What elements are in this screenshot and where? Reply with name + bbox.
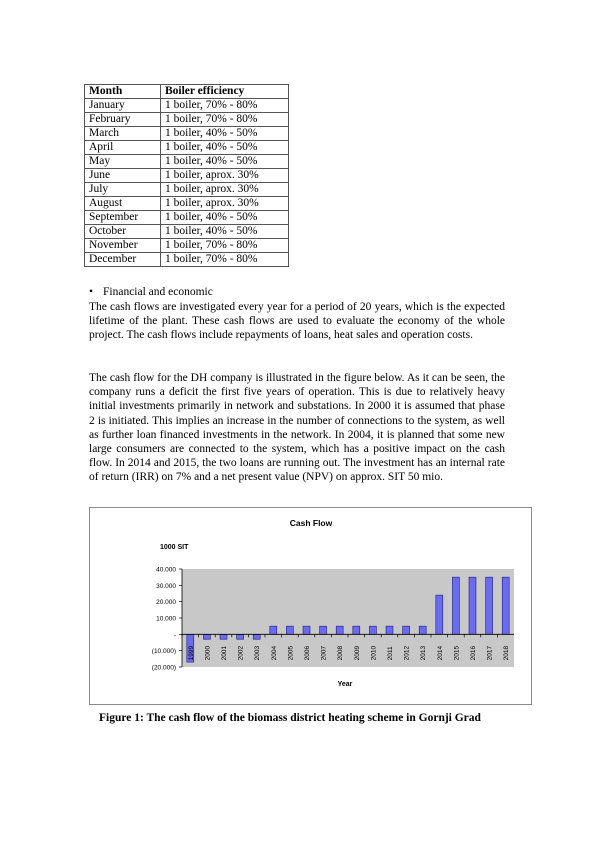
table-row bbox=[85, 141, 289, 155]
table-header-efficiency: Boiler efficiency bbox=[161, 85, 289, 99]
chart-bar-2008 bbox=[336, 626, 343, 634]
table-row bbox=[85, 239, 289, 253]
chart-x-tick-label: 2014 bbox=[436, 645, 444, 661]
paragraph-dh-company: The cash flow for the DH company is illustrated in the figure below. As it can be seen, the company runs a deficit the first five years of operation. This is due to relatively heavy initial investments primarily in network and substations. In 2000 it is assumed that phase 2 is initiated. This implies an increase in the number of connections to the system, as well as further loan financed investments in the network. In 2004, it is planned that some new large consumers are connected to the system, which has a positive impact on the cash flow. In 2014 and 2015, the two loans are running out. The investment has an internal rate of return (IRR) on 7% and a net present value (NPV) on approx. SIT 50 mio. bbox=[89, 372, 505, 484]
section-heading bbox=[89, 286, 213, 298]
chart-y-tick-label: 40.000 bbox=[156, 566, 176, 574]
cash-flow-chart bbox=[89, 507, 532, 705]
boiler-efficiency-table bbox=[84, 84, 289, 267]
figure-caption: Figure 1: The cash flow of the biomass district heating scheme in Gornji Grad bbox=[99, 712, 481, 724]
table-cell-efficiency: 1 boiler, 70% - 80% bbox=[161, 113, 289, 127]
chart-x-axis-label: Year bbox=[337, 681, 353, 688]
chart-bar-2018 bbox=[502, 577, 509, 634]
chart-x-tick-label: 2005 bbox=[287, 645, 295, 661]
chart-bar-2001 bbox=[220, 634, 227, 639]
chart-x-tick-label: 2015 bbox=[453, 645, 461, 661]
cash-flow-chart-svg bbox=[90, 508, 531, 704]
table-cell-efficiency: 1 boiler, aprox. 30% bbox=[161, 197, 289, 211]
chart-x-tick-label: 2000 bbox=[204, 645, 212, 661]
table-cell-efficiency: 1 boiler, 40% - 50% bbox=[161, 225, 289, 239]
table-cell-efficiency: 1 boiler, 70% - 80% bbox=[161, 99, 289, 113]
chart-bar-2003 bbox=[253, 634, 260, 639]
table-cell-efficiency: 1 boiler, aprox. 30% bbox=[161, 169, 289, 183]
chart-x-tick-label: 2011 bbox=[387, 646, 394, 661]
table-row bbox=[85, 183, 289, 197]
table-cell-efficiency: 1 boiler, 40% - 50% bbox=[161, 141, 289, 155]
table-header-month: Month bbox=[85, 85, 161, 99]
chart-bar-2012 bbox=[403, 626, 410, 634]
chart-x-tick-label: 2010 bbox=[370, 645, 378, 661]
chart-x-tick-label: 1999 bbox=[187, 645, 195, 661]
table-cell-month: April bbox=[85, 141, 161, 155]
chart-x-tick-label: 2013 bbox=[420, 645, 428, 661]
chart-y-tick-label: (20.000) bbox=[151, 664, 176, 672]
table-row bbox=[85, 113, 289, 127]
table-row bbox=[85, 197, 289, 211]
chart-bar-2006 bbox=[303, 626, 310, 634]
chart-bar-2000 bbox=[203, 634, 210, 639]
chart-bar-2010 bbox=[369, 626, 376, 634]
table-cell-month: December bbox=[85, 253, 161, 267]
section-heading-text: Financial and economic bbox=[103, 286, 213, 298]
table-row bbox=[85, 99, 289, 113]
table-cell-month: November bbox=[85, 239, 161, 253]
chart-y-axis-label: 1000 SIT bbox=[160, 544, 189, 551]
table-row bbox=[85, 225, 289, 239]
chart-bar-2004 bbox=[270, 626, 277, 634]
chart-x-tick-label: 2001 bbox=[221, 645, 228, 661]
chart-x-tick-label: 2018 bbox=[503, 645, 511, 661]
table-cell-month: September bbox=[85, 211, 161, 225]
chart-bar-2017 bbox=[486, 577, 493, 634]
chart-x-tick-label: 2006 bbox=[304, 645, 311, 661]
chart-bar-2016 bbox=[469, 577, 476, 634]
table-row bbox=[85, 169, 289, 183]
table-row bbox=[85, 211, 289, 225]
table-cell-month: June bbox=[85, 169, 161, 183]
table-cell-month: May bbox=[85, 155, 161, 169]
table-cell-month: February bbox=[85, 113, 161, 127]
chart-x-tick-label: 2008 bbox=[337, 645, 345, 661]
table-row bbox=[85, 155, 289, 169]
table-cell-efficiency: 1 boiler, 40% - 50% bbox=[161, 155, 289, 169]
chart-bar-2009 bbox=[353, 626, 360, 634]
chart-y-tick-label: 30.000 bbox=[156, 582, 176, 590]
chart-x-tick-label: 2012 bbox=[403, 645, 411, 661]
table-body bbox=[85, 99, 289, 267]
chart-y-tick-label: (10.000) bbox=[151, 648, 176, 656]
table-row bbox=[85, 127, 289, 141]
chart-title: Cash Flow bbox=[289, 518, 333, 528]
table-header-row bbox=[85, 85, 289, 99]
table-cell-efficiency: 1 boiler, 40% - 50% bbox=[161, 127, 289, 141]
table-row bbox=[85, 253, 289, 267]
chart-x-tick-label: 2009 bbox=[353, 645, 361, 661]
chart-plot-area bbox=[182, 569, 514, 667]
table-cell-month: August bbox=[85, 197, 161, 211]
chart-y-tick-label: 10.000 bbox=[156, 615, 176, 623]
chart-bar-2014 bbox=[436, 595, 443, 634]
table-cell-efficiency: 1 boiler, 70% - 80% bbox=[161, 253, 289, 267]
paragraph-cash-flows: The cash flows are investigated every year for a period of 20 years, which is the expected lifetime of the plant. These cash flows are used to evaluate the economy of the whole project. The cash flows include repayments of loans, heat sales and operation costs. bbox=[89, 301, 505, 342]
chart-x-tick-label: 2017 bbox=[486, 645, 494, 661]
chart-bar-2015 bbox=[452, 577, 459, 634]
table-cell-month: January bbox=[85, 99, 161, 113]
chart-y-tick-label: - bbox=[173, 631, 176, 639]
chart-x-tick-label: 2002 bbox=[237, 645, 245, 661]
chart-x-tick-label: 2007 bbox=[320, 645, 328, 661]
chart-bar-2011 bbox=[386, 626, 393, 634]
chart-bar-2002 bbox=[237, 634, 244, 639]
bullet-marker: • bbox=[89, 286, 94, 298]
chart-y-axis bbox=[152, 567, 182, 672]
table-cell-month: October bbox=[85, 225, 161, 239]
chart-bar-2007 bbox=[320, 626, 327, 634]
table-cell-month: March bbox=[85, 127, 161, 141]
chart-bar-2013 bbox=[419, 626, 426, 634]
chart-bar-2005 bbox=[286, 626, 293, 634]
table-cell-efficiency: 1 boiler, aprox. 30% bbox=[161, 183, 289, 197]
chart-x-tick-label: 2003 bbox=[254, 645, 262, 661]
table-cell-efficiency: 1 boiler, 70% - 80% bbox=[161, 239, 289, 253]
chart-x-tick-label: 2016 bbox=[470, 645, 477, 661]
chart-y-tick-label: 20.000 bbox=[156, 599, 176, 607]
table-cell-month: July bbox=[85, 183, 161, 197]
chart-x-tick-label: 2004 bbox=[270, 645, 278, 661]
table-cell-efficiency: 1 boiler, 40% - 50% bbox=[161, 211, 289, 225]
